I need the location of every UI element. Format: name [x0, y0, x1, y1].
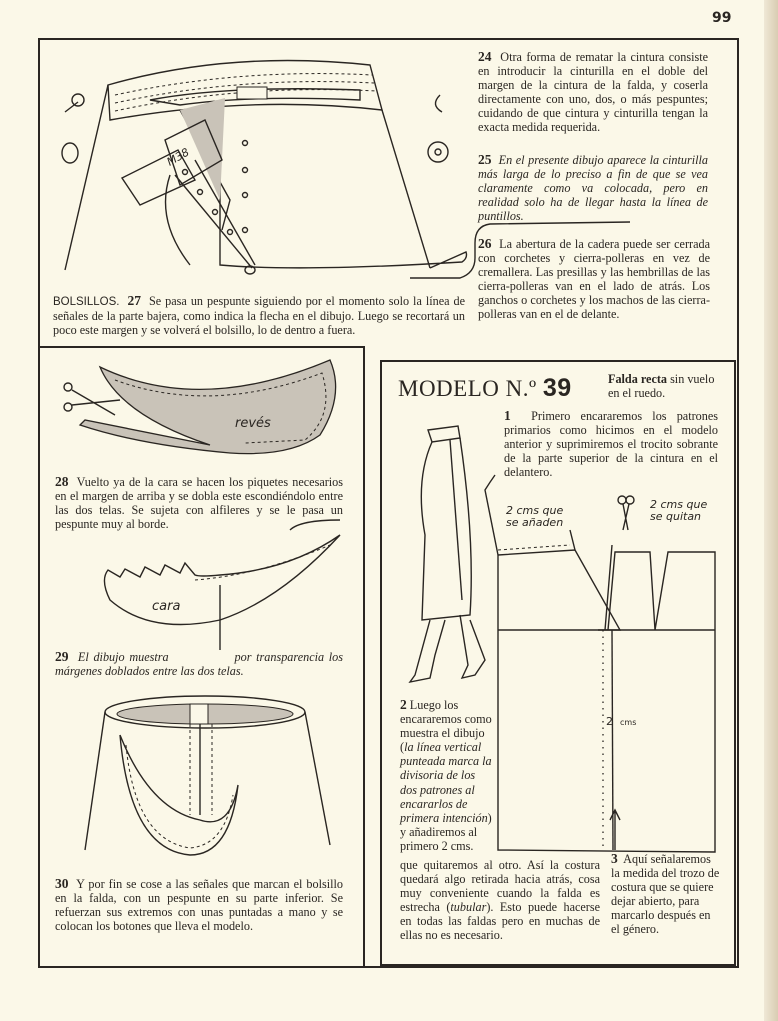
step-30-text: Y por fin se cose a las señales que marcan el bolsillo en la falda, con un pespunte en su parte inferior. Se refuerzan sus extremos con unas puntadas a mano y se colocan los botones que lleva el modelo.	[55, 877, 343, 934]
modelo-subtitle: Falda recta sin vuelo en el ruedo.	[608, 372, 715, 401]
annotation-added-line1: 2 cms que	[506, 504, 564, 517]
modelo-step-2: 2 Luego los encararemos como muestra el dibujo (la línea vertical punteada marca la divisoria de los dos patrones al encararlos de primera intención) y añadiremos al primero 2 cms.	[400, 697, 492, 853]
modelo-step-1: 1 Primero encararemos los patrones primarios como hicimos en el modelo anterior y suprimiremos el trocito sobrante de la parte superior de la cintura en el delantero.	[504, 408, 718, 480]
pocket-attached-skirt-illustration	[90, 690, 350, 870]
modelo-step-2-continued: que quitaremos al otro. Así la costura quedará algo retirada hacia atrás, cosa muy conveniente cuando la falda es estrecha (tubular). Esto puede hacerse en todas las faldas pero en muchas de ellas no es necesario.	[400, 858, 601, 943]
pocket-reves-illustration	[60, 355, 360, 465]
step-25-text: En el presente dibujo aparece la cinturilla más larga de lo preciso a fin de que se vea claramente como va colocada, pero en realidad solo ha de llegar hasta la línea de puntillos.	[478, 153, 708, 224]
model-figure-illustration	[390, 420, 490, 690]
modelo-title: MODELO N.º 39	[398, 374, 572, 402]
waistband-closure-illustration	[30, 40, 470, 290]
step-26-text: La abertura de la cadera puede ser cerrada con corchetes y cierra-polleras en vez de cremallera. Las presillas y las hembrillas de las cierra-polleras van en el lado de atrás. Los ganchos o corchetes y los machos de las cierra-polleras van en el de delante.	[478, 237, 711, 322]
section-heading-bolsillos: BOLSILLOS.	[53, 296, 120, 308]
pocket-cara-illustration	[90, 525, 350, 655]
measure-unit: cms	[620, 718, 637, 727]
modelo-number: 39	[542, 374, 572, 402]
hook-eye-icon	[65, 94, 84, 112]
step-27-text: Se pasa un pespunte siguiendo por el momento solo la línea de señales de la parte bajera, como indica la flecha en el dibujo. Luego se recortará un poco este margen y se volverá el bolsillo, lo de dentro a fuera.	[53, 294, 466, 338]
modelo-step-1-text: Primero encararemos los patrones primarios como hicimos en el modelo anterior y suprimiremos el trocito sobrante de la parte superior de la cintura en el delantero.	[504, 409, 718, 480]
step-28-text: Vuelto ya de la cara se hacen los piquetes necesarios en el margen de arriba y se dobla este escondiéndolo entre las dos telas. Se sujeta con alfileres y se le pasa un pespunte muy al borde.	[55, 475, 344, 532]
measure-number: 2	[606, 715, 613, 728]
step-30: 30 Y por fin se cose a las señales que marcan el bolsillo en la falda, con un pespunte en su parte inferior. Se refuerzan sus extremos con unas puntadas a mano y se colocan los botones que lleva el modelo.	[55, 876, 343, 934]
annotation-removed-line2: se quitan	[650, 510, 702, 523]
snap-socket-icon	[428, 142, 448, 162]
annotation-removed-line1: 2 cms que	[650, 498, 708, 511]
step-28: 28 Vuelto ya de la cara se hacen los piquetes necesarios en el margen de arriba y se dobla este escondiéndolo entre las dos telas. Se sujeta con alfileres y se le pasa un pespunte muy al borde.	[55, 474, 344, 532]
step-26: 26 La abertura de la cadera puede ser cerrada con corchetes y cierra-polleras en vez de cremallera. Las presillas y las hembrillas de las cierra-polleras van en el lado de atrás. Los ganchos o corchetes y los machos de las cierra-polleras van en el de delante.	[478, 236, 711, 322]
hook-icon	[435, 95, 442, 112]
belt-size-label: M38	[164, 145, 192, 169]
snap-fastener-icon	[62, 143, 78, 163]
annotation-added-line2: se añaden	[506, 516, 564, 529]
page-number: 99	[712, 10, 732, 26]
scissors-icon	[618, 496, 634, 530]
scissors-icon	[64, 383, 120, 415]
step-29: 29 El dibujo muestra por transparencia los márgenes doblados entre las dos telas.	[55, 649, 344, 679]
modelo-step-3: 3 Aquí señalaremos la medida del trozo de costura que se quiere dejar abierto, para marcarlo después en el género.	[611, 851, 720, 937]
modelo-step-3-text: Aquí señalaremos la medida del trozo de costura que se quiere dejar abierto, para marcarlo después en el género.	[611, 852, 720, 937]
step-24-text: Otra forma de rematar la cintura consiste en introducir la cinturilla en el doble del margen de la cintura de la falda, y coserla directamente con uno, dos, o más pespuntes; cuidando de que cintura y cinturilla tengan la exacta medida requerida.	[478, 50, 708, 135]
step-27: BOLSILLOS. 27 Se pasa un pespunte siguiendo por el momento solo la línea de señales de la parte bajera, como indica la flecha en el dibujo. Luego se recortará un poco este margen y se volverá el bolsillo, lo de dentro a fuera.	[53, 293, 466, 338]
cara-label: cara	[152, 599, 181, 614]
reves-label: revés	[235, 416, 271, 431]
step-24: 24 Otra forma de rematar la cintura consiste en introducir la cinturilla en el doble del margen de la cintura de la falda, y coserla directamente con uno, dos, o más pespuntes; cuidando de que cintura y cinturilla tengan la exacta medida requerida.	[478, 49, 708, 135]
book-spine-edge	[764, 0, 778, 1021]
step-25: 25 En el presente dibujo aparece la cinturilla más larga de lo preciso a fin de que se vea claramente como va colocada, pero en realidad solo ha de llegar hasta la línea de puntillos.	[478, 152, 708, 224]
pattern-draft-diagram	[490, 480, 740, 860]
